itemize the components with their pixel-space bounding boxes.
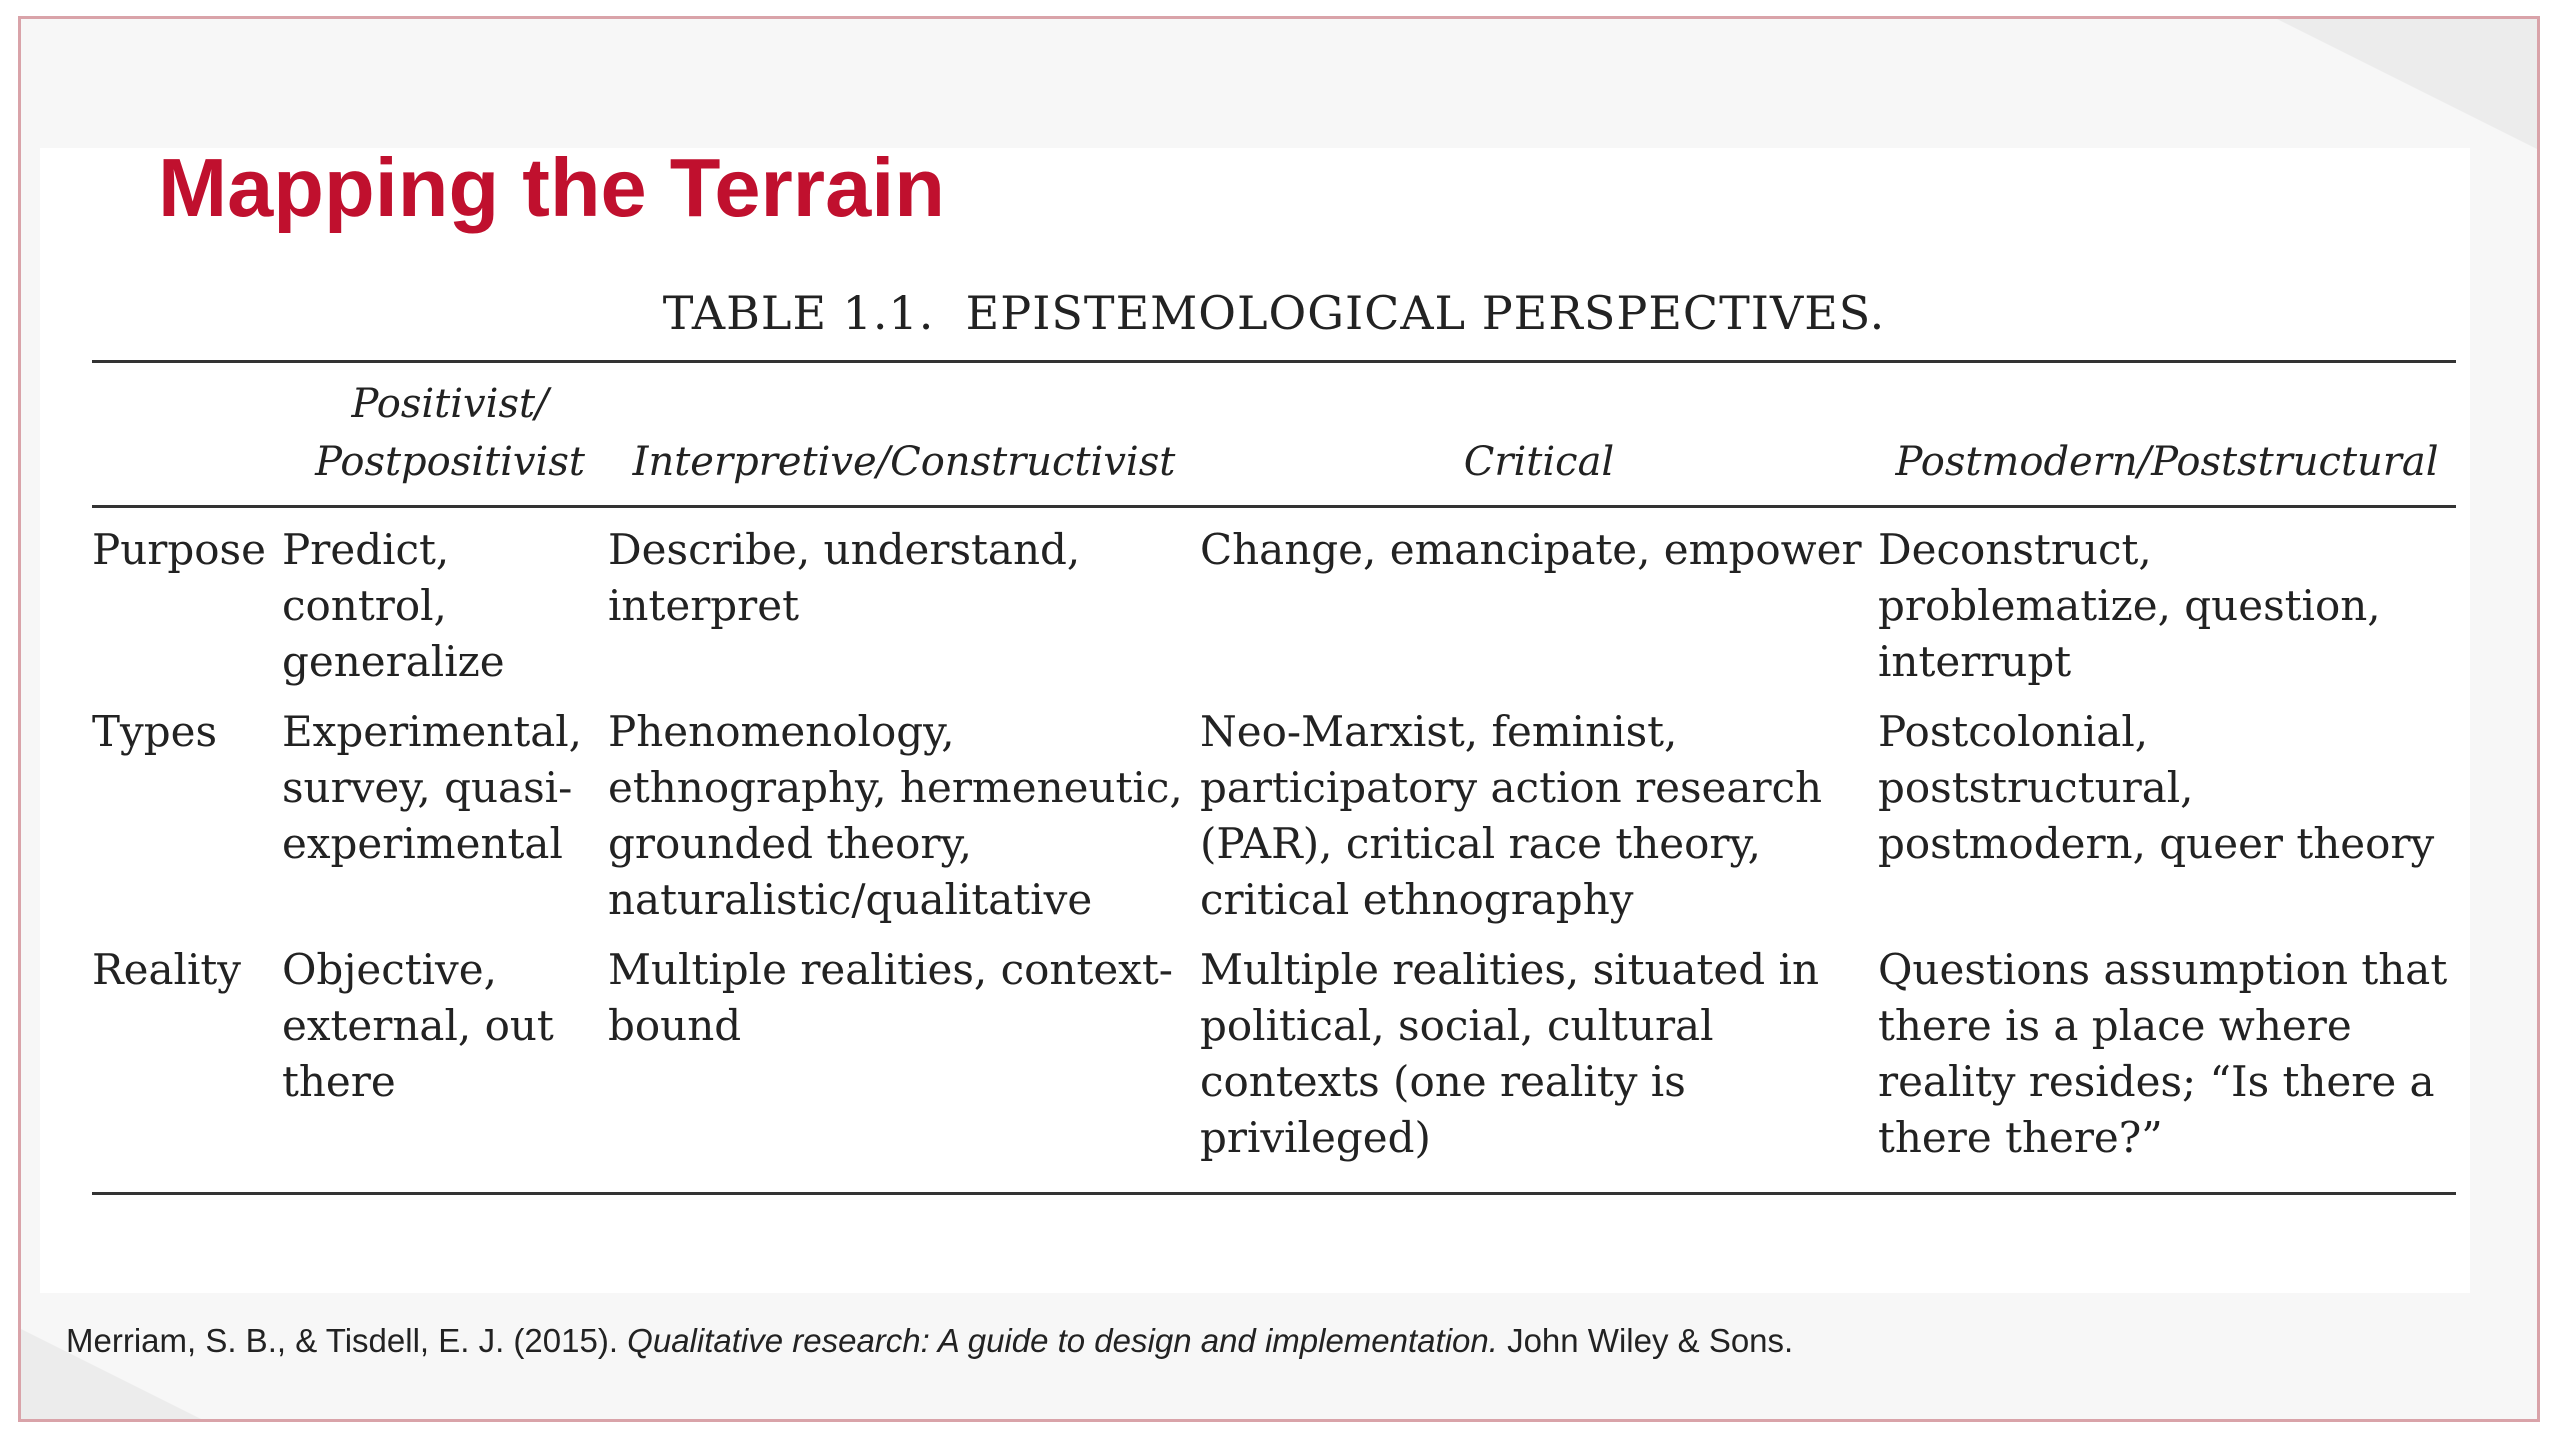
header-blank <box>92 363 282 507</box>
citation-authors: Merriam, S. B., & Tisdell, E. J. (2015). <box>66 1322 618 1359</box>
header-postmodern: Postmodern/Poststructural <box>1895 439 2439 485</box>
citation-publisher: John Wiley & Sons. <box>1507 1322 1794 1359</box>
epistemology-table <box>92 278 2456 1195</box>
header-critical: Critical <box>1463 439 1615 485</box>
table-row-types <box>92 704 2456 942</box>
table-row-reality <box>92 942 2456 1192</box>
table-header-row <box>92 363 2456 507</box>
table-caption-label: TABLE 1.1. <box>662 286 935 340</box>
table-cell: Questions assumption that there is a place where reality resides; “Is there a there there?” <box>1878 945 2448 1162</box>
table-cell: Postcolonial, poststructural, postmodern, queer theory <box>1878 707 2435 868</box>
header-positivist: Positivist/ Postpositivist <box>315 381 585 485</box>
table-cell: Describe, understand, interpret <box>608 525 1081 630</box>
table-cell: Multiple realities, situated in political, social, cultural contexts (one reality is privileged) <box>1200 945 1819 1162</box>
table-cell: Change, emancipate, empower <box>1200 525 1862 574</box>
citation <box>66 1322 1793 1360</box>
row-label: Reality <box>92 945 241 994</box>
table-cell: Phenomenology, ethnography, hermeneutic, grounded theory, naturalistic/qualitative <box>608 707 1183 924</box>
table-cell: Predict, control, generalize <box>282 525 505 686</box>
table-cell: Multiple realities, context-bound <box>608 945 1173 1050</box>
table-cell: Deconstruct, problematize, question, interrupt <box>1878 525 2381 686</box>
table-cell: Neo-Marxist, feminist, participatory action research (PAR), critical race theory, critical ethnography <box>1200 707 1823 924</box>
table-caption-title: EPISTEMOLOGICAL PERSPECTIVES. <box>965 286 1886 340</box>
header-interpretive: Interpretive/Constructivist <box>632 439 1176 485</box>
citation-work: Qualitative research: A guide to design and implementation. <box>627 1322 1498 1359</box>
row-label: Purpose <box>92 525 266 574</box>
perspectives-table <box>92 363 2456 1192</box>
table-cell: Experimental, survey, quasi-experimental <box>282 707 583 868</box>
table-bottom-rule <box>92 1192 2456 1195</box>
row-label: Types <box>92 707 218 756</box>
table-row-purpose <box>92 507 2456 705</box>
corner-decoration <box>2277 19 2537 149</box>
table-caption <box>92 278 2456 360</box>
table-cell: Objective, external, out there <box>282 945 554 1106</box>
slide-title: Mapping the Terrain <box>158 141 946 234</box>
